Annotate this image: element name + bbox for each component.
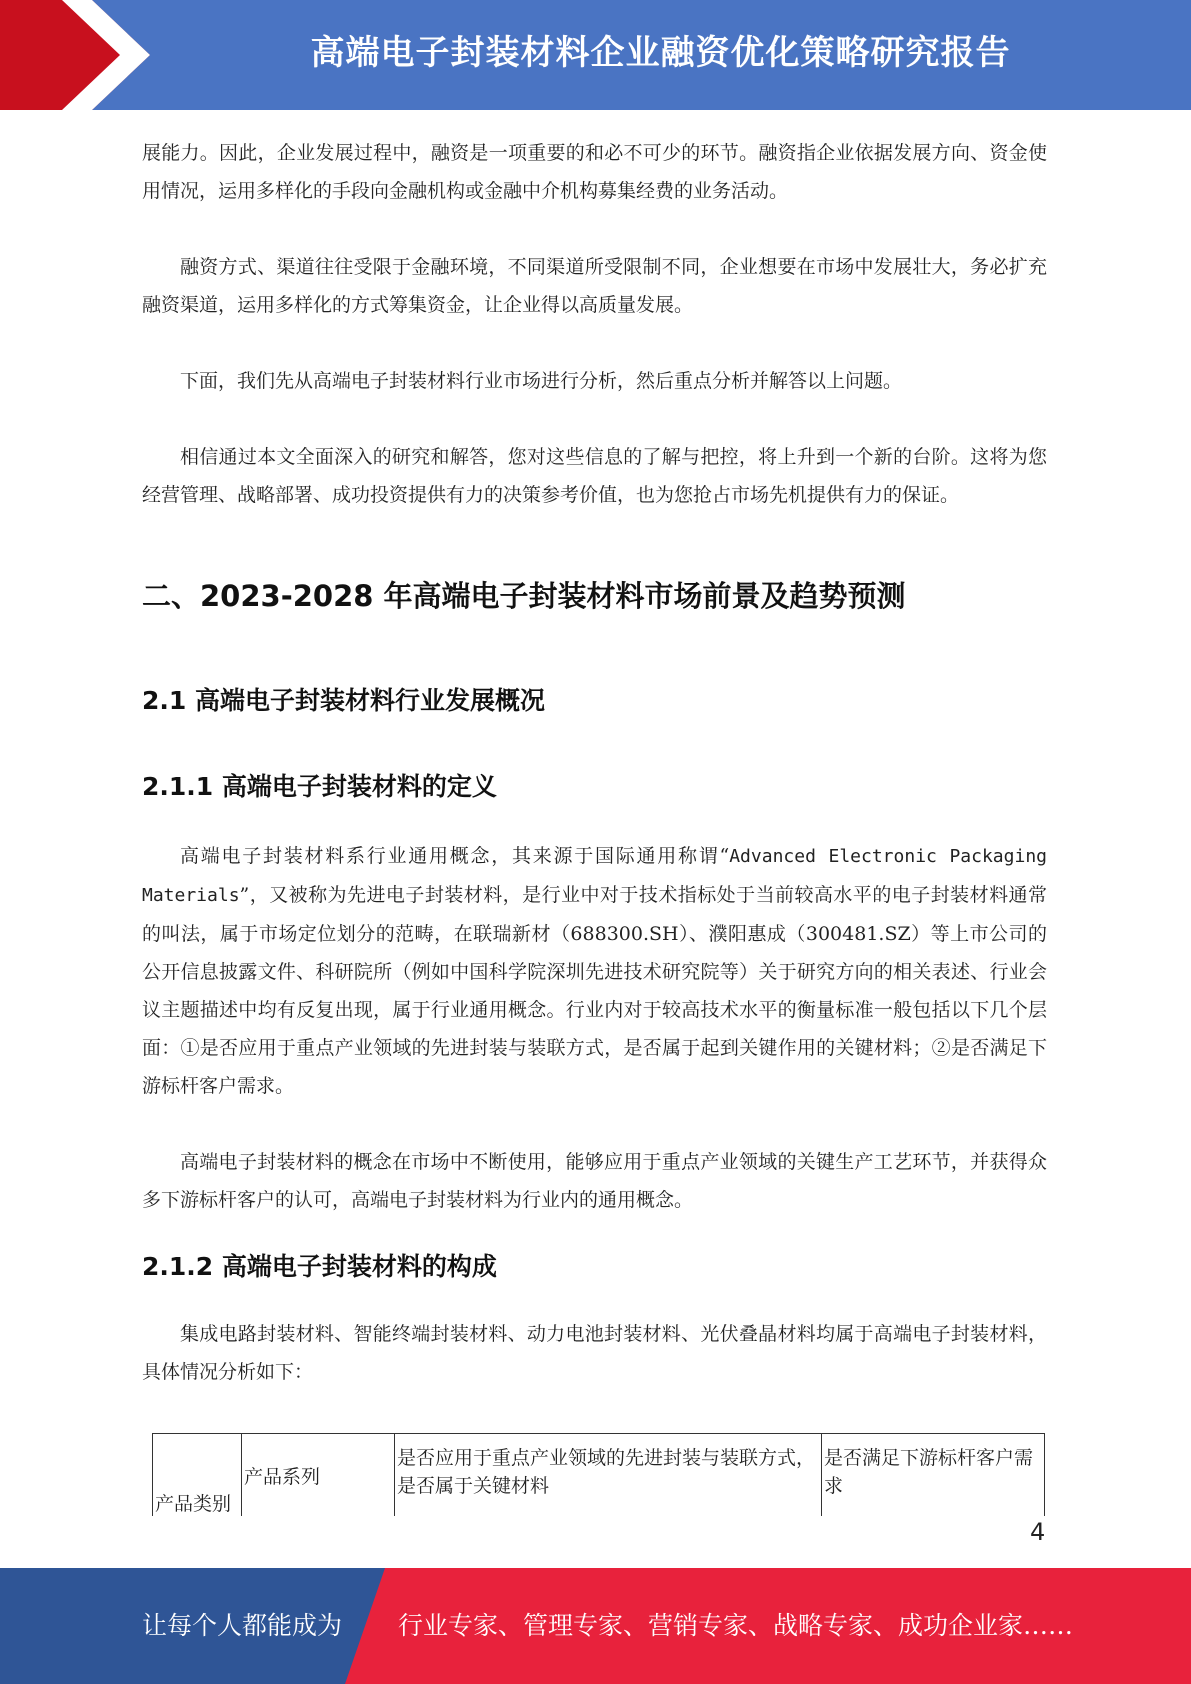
table-header-cell: 产品类别 — [153, 1434, 242, 1517]
subsection-heading: 2.1 高端电子封装材料行业发展概况 — [142, 686, 545, 715]
footer-slogan-right: 行业专家、管理专家、营销专家、战略专家、成功企业家…… — [398, 1611, 1074, 1640]
subsection-heading: 2.1.1 高端电子封装材料的定义 — [142, 772, 497, 801]
paragraph: 下面，我们先从高端电子封装材料行业市场进行分析，然后重点分析并解答以上问题。 — [180, 370, 903, 392]
paragraph: 高端电子封装材料的概念在市场中不断使用，能够应用于重点产业领域的关键生产工艺环节，并获得众多下游标杆客户的认可，高端电子封装材料为行业内的通用概念。 — [142, 1151, 1047, 1211]
table-row — [153, 1434, 1045, 1517]
section-heading: 二、2023-2028 年高端电子封装材料市场前景及趋势预测 — [142, 579, 906, 613]
table-header-cell: 是否应用于重点产业领域的先进封装与装联方式，是否属于关键材料 — [395, 1434, 822, 1517]
paragraph: 集成电路封装材料、智能终端封装材料、动力电池封装材料、光伏叠晶材料均属于高端电子封装材料，具体情况分析如下： — [142, 1323, 1047, 1383]
subsection-heading: 2.1.2 高端电子封装材料的构成 — [142, 1252, 497, 1281]
document-body — [142, 134, 1047, 1391]
paragraph: 相信通过本文全面深入的研究和解答，您对这些信息的了解与把控，将上升到一个新的台阶。这将为您经营管理、战略部署、成功投资提供有力的决策参考价值，也为您抢占市场先机提供有力的保证。 — [142, 446, 1047, 506]
paragraph: 融资方式、渠道往往受限于金融环境，不同渠道所受限制不同，企业想要在市场中发展壮大，务必扩充融资渠道，运用多样化的方式筹集资金，让企业得以高质量发展。 — [142, 256, 1047, 316]
table-header-cell: 是否满足下游标杆客户需求 — [822, 1434, 1045, 1517]
report-title: 高端电子封装材料企业融资优化策略研究报告 — [310, 33, 1011, 73]
footer-slogan-left: 让每个人都能成为 — [142, 1611, 343, 1640]
paragraph: 高端电子封装材料系行业通用概念，其来源于国际通用称谓“Advanced Electronic Packaging Materials”，又被称为先进电子封装材料，是行业中对于技术指标处于当前较高水平的电子封装材料通常的叫法，属于市场定位划分的范畴，在联瑞新材（688300.SH）、濮阳惠成（300481.SZ）等上市公司的公开信息披露文件、科研院所（例如中国科学院深圳先进技术研究院等）关于研究方向的相关表述、行业会议主题描述中均有反复出现，属于行业通用概念。行业内对于较高技术水平的衡量标准一般包括以下几个层面：①是否应用于重点产业领域的先进封装与装联方式，是否属于起到关键作用的关键材料；②是否满足下游标杆客户需求。 — [142, 845, 1047, 1097]
table-header-cell: 产品系列 — [242, 1434, 395, 1517]
page-footer — [0, 1568, 1191, 1684]
page-header — [0, 0, 1191, 110]
page-number: 4 — [1030, 1518, 1046, 1546]
paragraph: 展能力。因此，企业发展过程中，融资是一项重要的和必不可少的环节。融资指企业依据发展方向、资金使用情况，运用多样化的手段向金融机构或金融中介机构募集经费的业务活动。 — [142, 142, 1047, 202]
header-chevron-icon — [0, 0, 160, 110]
materials-table — [152, 1433, 1045, 1516]
